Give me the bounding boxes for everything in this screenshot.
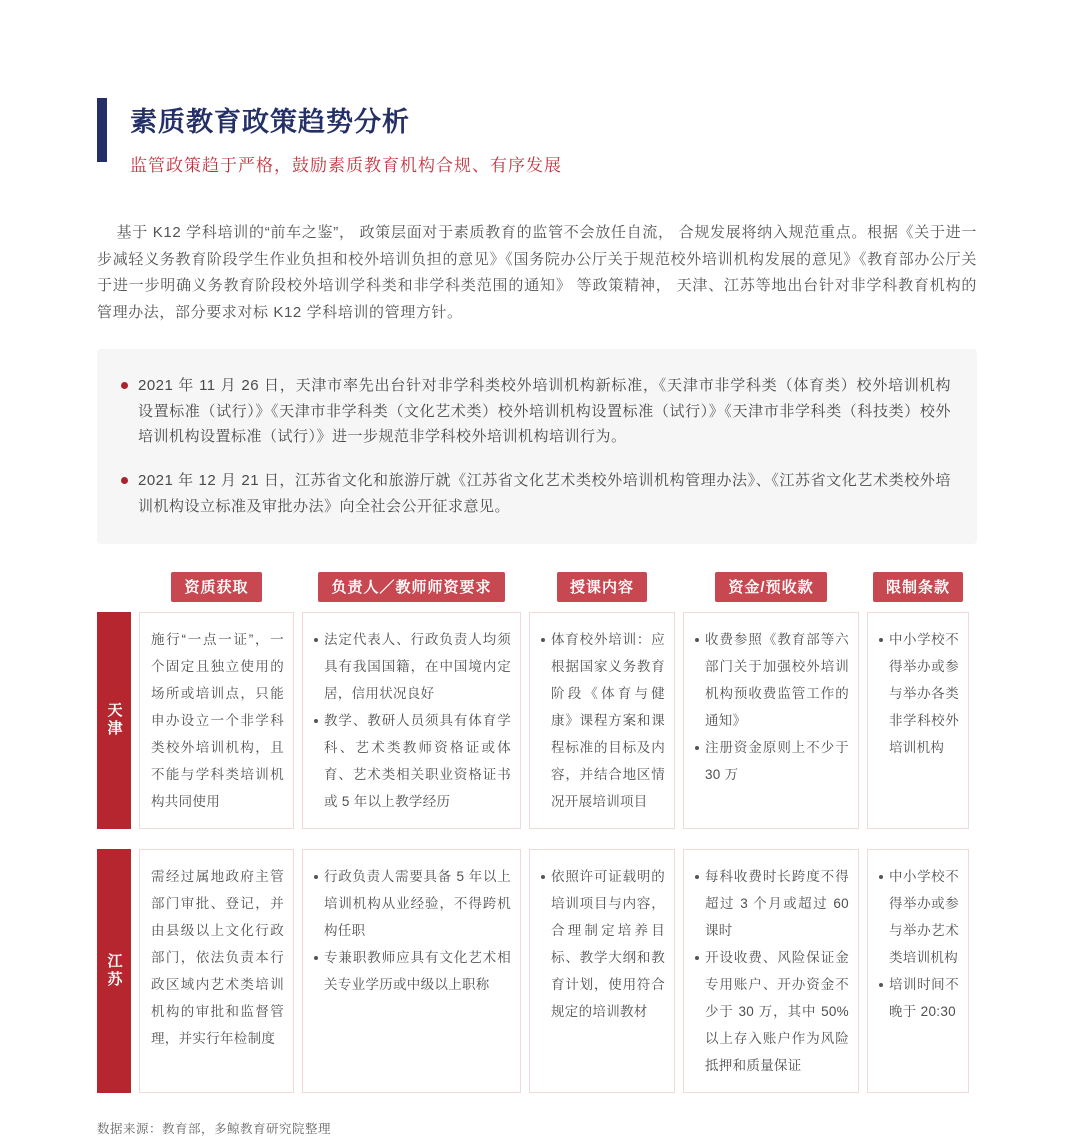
cell-jiangsu-content bbox=[529, 849, 675, 1093]
cell-tianjin-restrictions bbox=[867, 612, 969, 829]
cell-bullet bbox=[314, 863, 511, 944]
cell-bullet bbox=[314, 626, 511, 707]
bullet-icon bbox=[879, 875, 883, 879]
bullet-icon bbox=[314, 638, 318, 642]
cell-bullet bbox=[541, 626, 665, 815]
bullet-icon bbox=[695, 956, 699, 960]
cell-text: 中小学校不得举办或参与举办艺术类培训机构 bbox=[889, 868, 959, 965]
policy-table bbox=[97, 572, 977, 1093]
cell-text: 教学、教研人员须具有体育学科、艺术类教师资格证或体育、艺术类相关职业资格证书或 5 年以上教学经历 bbox=[324, 712, 511, 809]
cell-bullet bbox=[879, 971, 959, 1025]
page-content bbox=[97, 98, 977, 1137]
cell-bullet bbox=[879, 626, 959, 761]
bullet-icon bbox=[121, 382, 128, 389]
header-spacer bbox=[97, 572, 131, 602]
page-subtitle: 监管政策趋于严格，鼓励素质教育机构合规、有序发展 bbox=[130, 156, 562, 175]
bullet-icon bbox=[314, 956, 318, 960]
cell-bullet bbox=[314, 707, 511, 815]
region-label-tianjin: 天津 bbox=[97, 612, 131, 829]
cell-text: 注册资金原则上不少于 30 万 bbox=[705, 739, 849, 782]
header-cell bbox=[683, 572, 859, 602]
bullet-icon bbox=[695, 875, 699, 879]
cell-text: 中小学校不得举办或参与举办各类非学科校外培训机构 bbox=[889, 631, 959, 755]
cell-bullet bbox=[541, 863, 665, 1025]
highlight-item bbox=[121, 468, 951, 520]
column-header-funds: 资金/预收款 bbox=[715, 572, 826, 602]
highlight-item bbox=[121, 373, 951, 450]
cell-text: 依照许可证载明的培训项目与内容，合理制定培养目标、教学大纲和教育计划，使用符合规定的培训教材 bbox=[551, 868, 665, 1019]
cell-text: 专兼职教师应具有文化艺术相关专业学历或中级以上职称 bbox=[324, 949, 511, 992]
column-header-qualification: 资质获取 bbox=[171, 572, 261, 602]
bullet-icon bbox=[314, 875, 318, 879]
cell-tianjin-content bbox=[529, 612, 675, 829]
cell-tianjin-funds bbox=[683, 612, 859, 829]
bullet-icon bbox=[314, 719, 318, 723]
cell-jiangsu-restrictions bbox=[867, 849, 969, 1093]
header-cell bbox=[139, 572, 294, 602]
cell-text: 每科收费时长跨度不得超过 3 个月或超过 60 课时 bbox=[705, 868, 849, 938]
cell-jiangsu-staff bbox=[302, 849, 521, 1093]
cell-bullet bbox=[879, 863, 959, 971]
highlight-box bbox=[97, 349, 977, 544]
intro-paragraph: 基于 K12 学科培训的“前车之鉴”， 政策层面对于素质教育的监管不会放任自流， 合规发展将纳入规范重点。根据《关于进一步减轻义务教育阶段学生作业负担和校外培训负担的意见》《国务院办公厅关于规范校外培训机构发展的意见》《教育部办公厅关于进一步明确义务教育阶段校外培训学科类和非学科类范围的通知》 等政策精神， 天津、江苏等地出台针对非学科教育机构的管理办法，部分要求对标 K12 学科培训的管理方针。 bbox=[97, 224, 977, 322]
bullet-icon bbox=[695, 746, 699, 750]
cell-tianjin-qualification bbox=[139, 612, 294, 829]
cell-text: 行政负责人需要具备 5 年以上培训机构从业经验，不得跨机构任职 bbox=[324, 868, 511, 938]
title-block bbox=[97, 98, 977, 176]
bullet-icon bbox=[695, 638, 699, 642]
cell-jiangsu-funds bbox=[683, 849, 859, 1093]
cell-text: 开设收费、风险保证金专用账户、开办资金不少于 30 万，其中 50% 以上存入账户作为风险抵押和质量保证 bbox=[705, 949, 849, 1073]
column-header-staff: 负责人／教师师资要求 bbox=[318, 572, 504, 602]
column-header-content: 授课内容 bbox=[557, 572, 647, 602]
cell-jiangsu-qualification bbox=[139, 849, 294, 1093]
highlight-text: 2021 年 11 月 26 日，天津市率先出台针对非学科类校外培训机构新标准，《天津市非学科类（体育类）校外培训机构设置标准（试行）》《天津市非学科类（文化艺术类）校外培训机构设置标准（试行）》《天津市非学科类（科技类）校外培训机构设置标准（试行）》进一步规范非学科校外培训机构培训行为。 bbox=[138, 376, 951, 446]
title-text bbox=[130, 98, 562, 176]
cell-text: 体育校外培训：应根据国家义务教育阶段《体育与健康》课程方案和课程标准的目标及内容，并结合地区情况开展培训项目 bbox=[551, 631, 665, 809]
header-cell bbox=[529, 572, 675, 602]
region-label-jiangsu: 江苏 bbox=[97, 849, 131, 1093]
cell-bullet bbox=[695, 734, 849, 788]
table-row-jiangsu bbox=[97, 849, 977, 1093]
column-header-restrictions: 限制条款 bbox=[873, 572, 963, 602]
cell-bullet bbox=[695, 944, 849, 1079]
bullet-icon bbox=[541, 638, 545, 642]
table-header-row bbox=[97, 572, 977, 602]
cell-bullet bbox=[695, 626, 849, 734]
cell-text: 收费参照《教育部等六部门关于加强校外培训机构预收费监管工作的通知》 bbox=[705, 631, 849, 728]
highlight-text: 2021 年 12 月 21 日，江苏省文化和旅游厅就《江苏省文化艺术类校外培训机构管理办法》、《江苏省文化艺术类校外培训机构设立标准及审批办法》向全社会公开征求意见。 bbox=[138, 472, 951, 515]
page-title: 素质教育政策趋势分析 bbox=[130, 107, 410, 137]
cell-bullet bbox=[314, 944, 511, 998]
header-cell bbox=[302, 572, 521, 602]
bullet-icon bbox=[541, 875, 545, 879]
bullet-icon bbox=[879, 983, 883, 987]
cell-text: 法定代表人、行政负责人均须具有我国国籍，在中国境内定居，信用状况良好 bbox=[324, 631, 511, 701]
cell-bullet bbox=[695, 863, 849, 944]
header-cell bbox=[867, 572, 969, 602]
table-row-tianjin bbox=[97, 612, 977, 829]
title-accent-bar bbox=[97, 98, 107, 162]
cell-tianjin-staff bbox=[302, 612, 521, 829]
bullet-icon bbox=[121, 477, 128, 484]
cell-text: 需经过属地政府主管部门审批、登记，并由县级以上文化行政部门，依法负责本行政区域内艺术类培训机构的审批和监督管理，并实行年检制度 bbox=[151, 868, 284, 1046]
data-source-note: 数据来源：教育部，多鲸教育研究院整理 bbox=[97, 1121, 332, 1136]
cell-text: 培训时间不晚于 20:30 bbox=[889, 976, 959, 1019]
cell-text: 施行“一点一证”，一个固定且独立使用的场所或培训点，只能申办设立一个非学科类校外培训机构，且不能与学科类培训机构共同使用 bbox=[151, 631, 284, 809]
bullet-icon bbox=[879, 638, 883, 642]
